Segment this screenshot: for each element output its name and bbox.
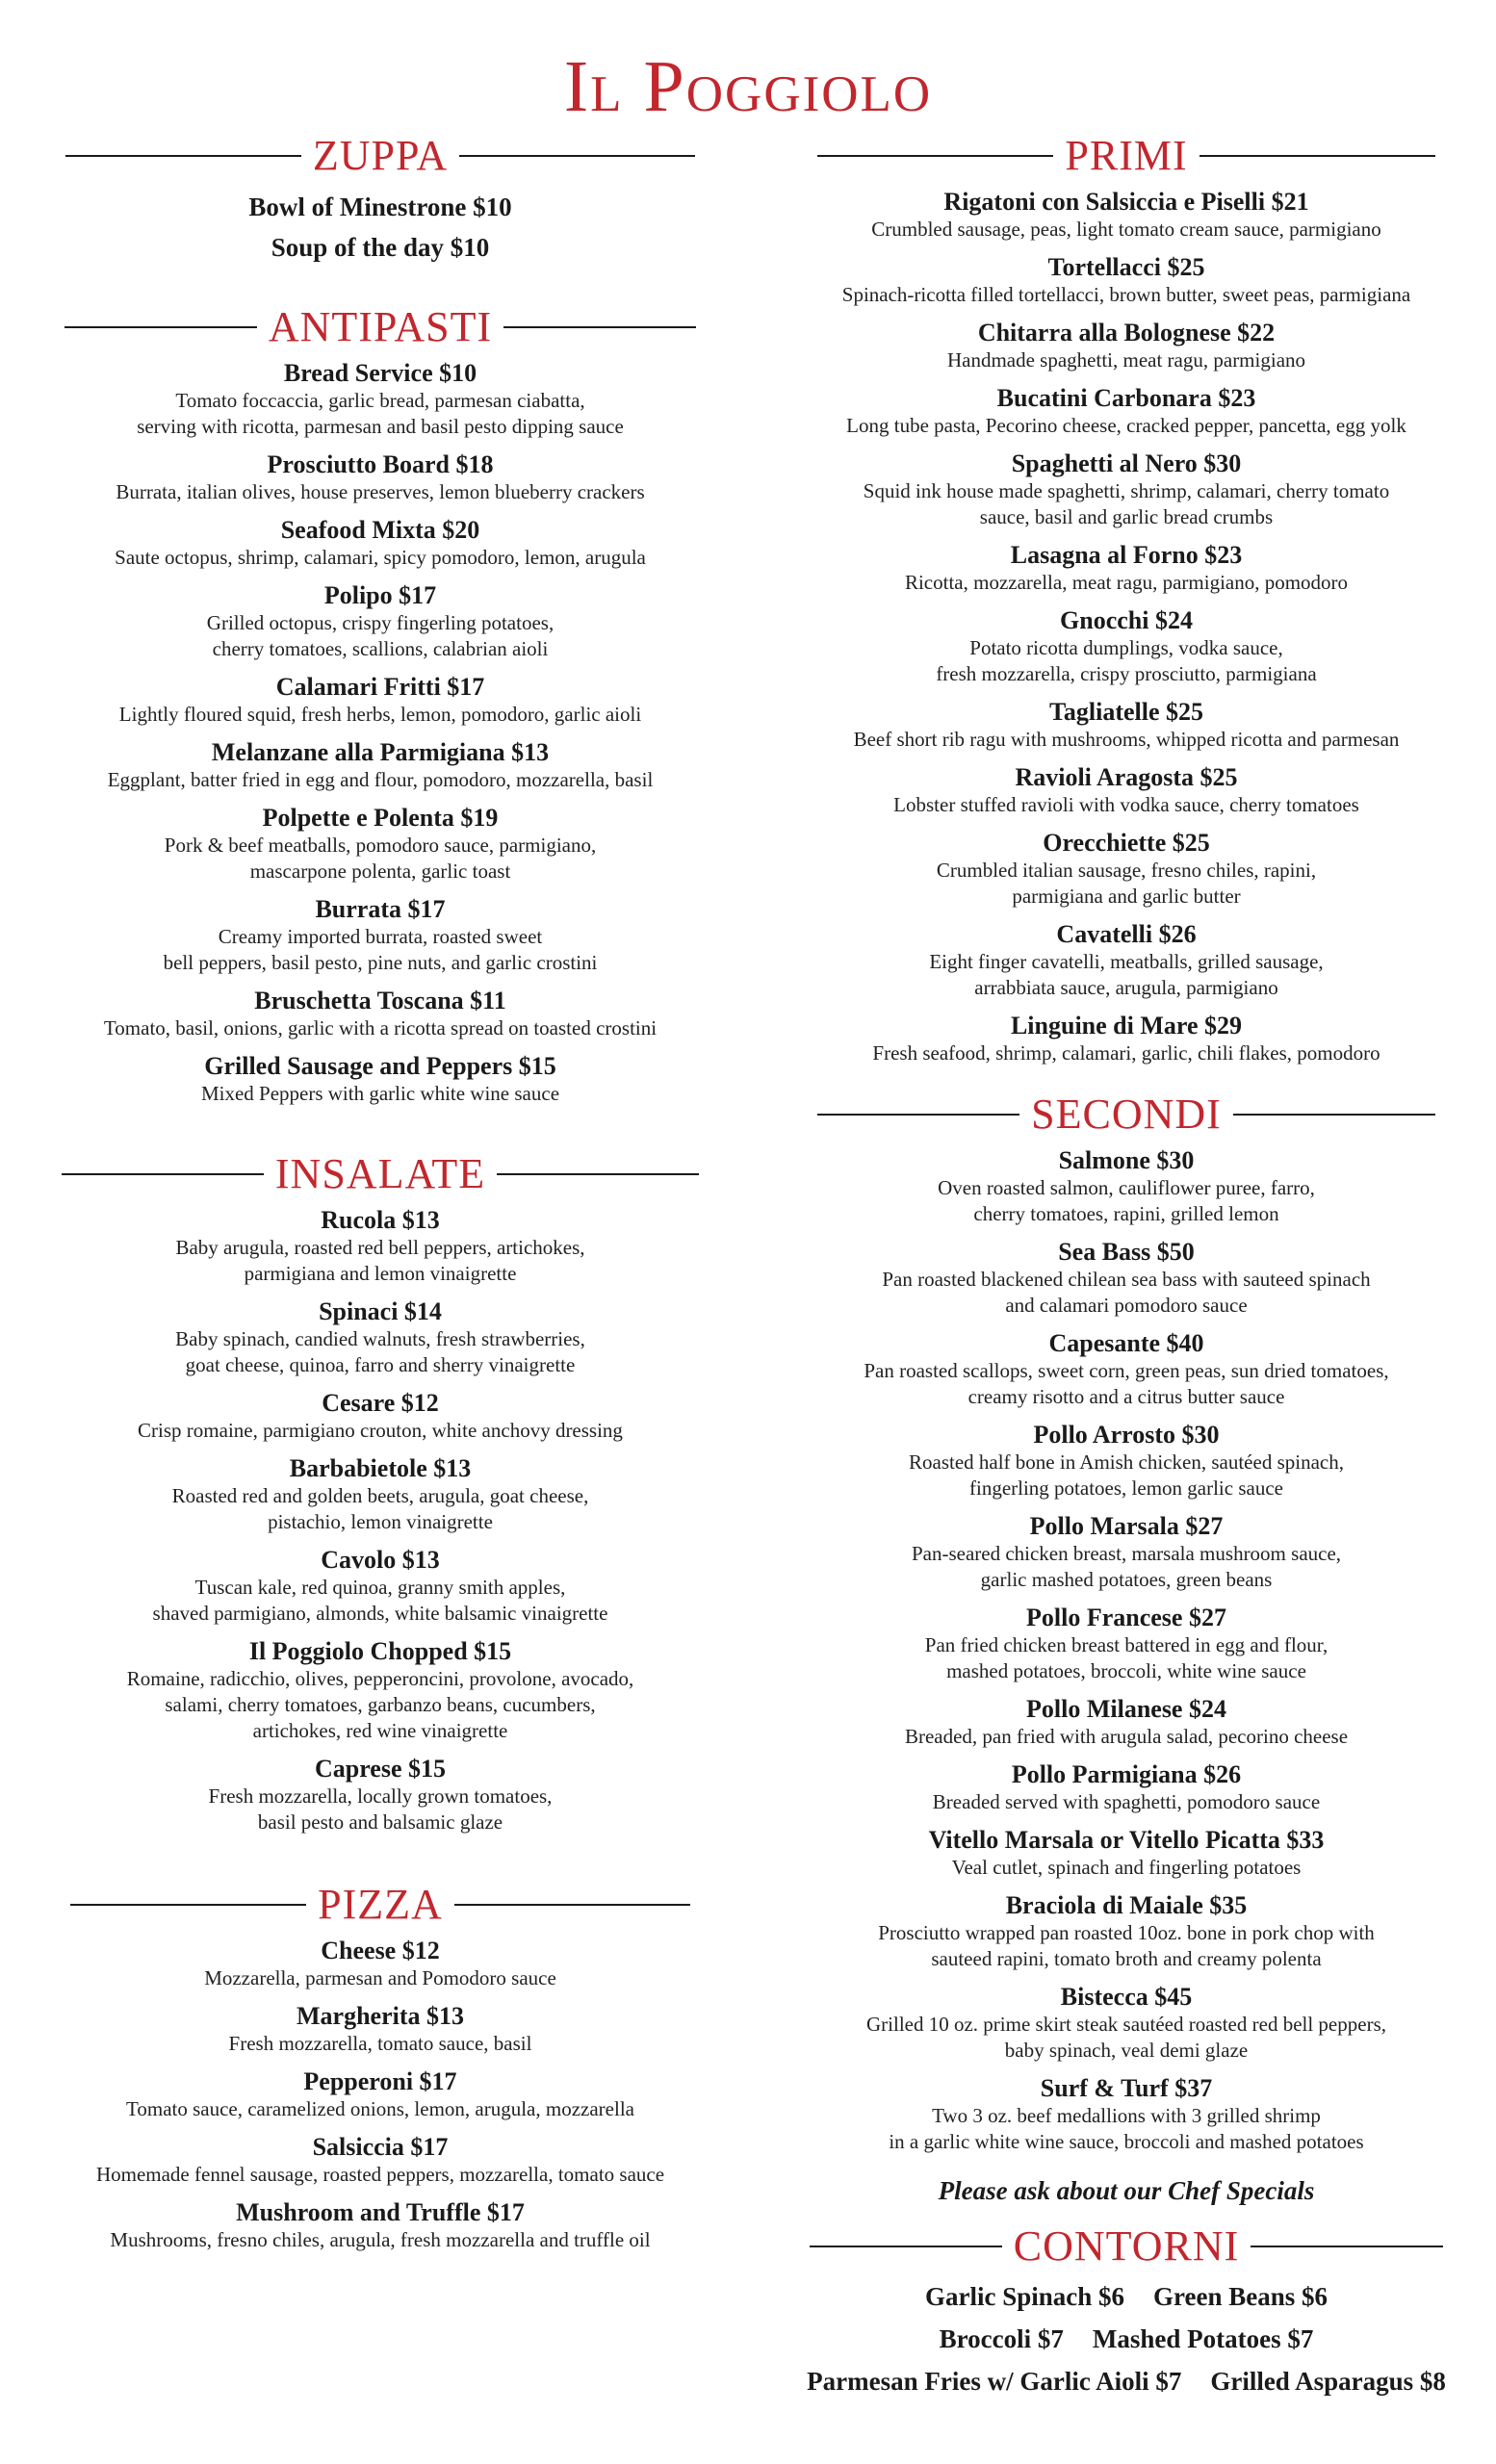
menu-item-name: Pollo Milanese $24 xyxy=(1026,1695,1226,1723)
antipasti-section-header xyxy=(39,303,722,350)
menu-item xyxy=(39,1454,722,1535)
contorni-row xyxy=(786,2318,1467,2360)
menu-item-name: Surf & Turf $37 xyxy=(1040,2074,1213,2102)
menu-item-description: Beef short rib ragu with mushrooms, whipped ricotta and parmesan xyxy=(853,728,1400,751)
menu-item-description: Squid ink house made spaghetti, shrimp, calamari, cherry tomato xyxy=(863,479,1390,502)
menu-item-name: Salsiccia $17 xyxy=(312,2133,449,2161)
menu-item-name: Vitello Marsala or Vitello Picatta $33 xyxy=(928,1826,1325,1854)
menu-item-description: Tomato, basil, onions, garlic with a ricotta spread on toasted crostini xyxy=(103,1016,658,1040)
menu-item-name: Cavolo $13 xyxy=(321,1546,440,1574)
menu-item-name: Gnocchi $24 xyxy=(1060,606,1193,634)
contorni-heading: CONTORNI xyxy=(1013,2222,1240,2270)
left-column xyxy=(39,132,722,2253)
menu-item-description: Saute octopus, shrimp, calamari, spicy pomodoro, lemon, arugula xyxy=(115,546,646,569)
side-dish: Parmesan Fries w/ Garlic Aioli $7 xyxy=(807,2367,1182,2396)
menu-item-name: Burrata $17 xyxy=(315,895,446,923)
divider-line xyxy=(810,2246,1002,2247)
menu-item xyxy=(786,1512,1467,1593)
menu-item-name: Mushroom and Truffle $17 xyxy=(236,2198,525,2226)
insalate-heading: INSALATE xyxy=(274,1150,486,1197)
menu-item xyxy=(786,1146,1467,1227)
chef-specials-note: Please ask about our Chef Specials xyxy=(938,2176,1315,2205)
menu-item xyxy=(39,1052,722,1107)
menu-item-description: Potato ricotta dumplings, vodka sauce, xyxy=(969,636,1283,659)
menu-item-description: cherry tomatoes, scallions, calabrian aioli xyxy=(212,637,549,660)
menu-item-description: Eggplant, batter fried in egg and flour, pomodoro, mozzarella, basil xyxy=(107,768,654,791)
menu-item-description: Mozzarella, parmesan and Pomodoro sauce xyxy=(204,1966,556,1989)
menu-item-description: Spinach-ricotta filled tortellacci, brown butter, sweet peas, parmigiana xyxy=(841,283,1411,306)
menu-item-description: garlic mashed potatoes, green beans xyxy=(980,1568,1273,1591)
menu-item-name: Bruschetta Toscana $11 xyxy=(254,987,506,1014)
side-dish: Mashed Potatoes $7 xyxy=(1092,2324,1314,2353)
menu-item-description: Ricotta, mozzarella, meat ragu, parmigiano, pomodoro xyxy=(904,571,1349,594)
menu-item-name: Chitarra alla Bolognese $22 xyxy=(977,319,1276,346)
menu-item-description: and calamari pomodoro sauce xyxy=(1005,1294,1248,1317)
zuppa-heading: ZUPPA xyxy=(312,132,449,179)
menu-item xyxy=(39,2198,722,2253)
menu-item xyxy=(786,1012,1467,1066)
menu-item xyxy=(39,1206,722,1287)
menu-item-description: mashed potatoes, broccoli, white wine sauce xyxy=(946,1659,1306,1682)
menu-item-name: Bucatini Carbonara $23 xyxy=(996,384,1256,412)
divider-line xyxy=(459,155,695,157)
menu-item-description: Veal cutlet, spinach and fingerling potatoes xyxy=(951,1856,1302,1879)
primi-section-header xyxy=(786,132,1467,179)
restaurant-title: Il Poggiolo xyxy=(563,46,933,127)
menu-item-description: Roasted half bone in Amish chicken, sautéed spinach, xyxy=(909,1450,1344,1474)
menu-item-description: Crumbled italian sausage, fresno chiles, rapini, xyxy=(936,859,1317,882)
menu-item xyxy=(786,763,1467,818)
menu-item-name: Seafood Mixta $20 xyxy=(280,516,480,544)
menu-item-description: Handmade spaghetti, meat ragu, parmigiano xyxy=(946,348,1306,372)
menu-item-description: Fresh seafood, shrimp, calamari, garlic, chili flakes, pomodoro xyxy=(872,1041,1380,1065)
menu-item-name: Spaghetti al Nero $30 xyxy=(1011,449,1242,477)
menu-item xyxy=(786,1329,1467,1410)
menu-item-description: in a garlic white wine sauce, broccoli and mashed potatoes xyxy=(889,2130,1364,2153)
menu-item-name: Pollo Arrosto $30 xyxy=(1033,1421,1220,1449)
right-column xyxy=(786,132,1467,2402)
menu-item xyxy=(786,449,1467,530)
menu-item-description: salami, cherry tomatoes, garbanzo beans, cucumbers, xyxy=(165,1693,596,1716)
menu-item-description: Tuscan kale, red quinoa, granny smith apples, xyxy=(194,1576,566,1599)
menu-item-description: cherry tomatoes, rapini, grilled lemon xyxy=(973,1202,1279,1225)
menu-item xyxy=(39,987,722,1041)
menu-item-description: Crisp romaine, parmigiano crouton, white anchovy dressing xyxy=(138,1419,623,1442)
side-dish: Garlic Spinach $6 xyxy=(924,2282,1125,2311)
menu-item xyxy=(786,829,1467,910)
menu-item-name: Salmone $30 xyxy=(1058,1146,1195,1174)
menu-item-name: Bistecca $45 xyxy=(1060,1983,1193,2011)
menu-item-description: Crumbled sausage, peas, light tomato cream sauce, parmigiano xyxy=(871,218,1381,241)
menu-item-description: Fresh mozzarella, tomato sauce, basil xyxy=(228,2032,532,2055)
menu-item-name: Tortellacci $25 xyxy=(1047,253,1205,281)
menu-item-description: serving with ricotta, parmesan and basil pesto dipping sauce xyxy=(137,415,624,438)
menu-item-description: creamy risotto and a citrus butter sauce xyxy=(967,1385,1285,1408)
menu-item-name: Polpette e Polenta $19 xyxy=(262,804,499,832)
menu-item xyxy=(786,1604,1467,1684)
menu-item-description: Grilled octopus, crispy fingerling potatoes, xyxy=(206,611,555,634)
menu-item-name: Caprese $15 xyxy=(314,1755,446,1783)
menu-item-name: Margherita $13 xyxy=(296,2002,464,2030)
menu-item xyxy=(39,2002,722,2057)
menu-item-description: Tomato sauce, caramelized onions, lemon, arugula, mozzarella xyxy=(126,2097,634,2120)
menu-item xyxy=(39,1389,722,1444)
menu-item-description: Fresh mozzarella, locally grown tomatoes, xyxy=(208,1784,553,1808)
menu-item xyxy=(39,1937,722,1991)
menu-item-name: Sea Bass $50 xyxy=(1058,1238,1195,1266)
menu-item-name: Barbabietole $13 xyxy=(289,1454,472,1482)
menu-item xyxy=(39,738,722,793)
menu-item-name: Polipo $17 xyxy=(323,581,437,609)
menu-item xyxy=(39,1297,722,1378)
menu-item-description: Lightly floured squid, fresh herbs, lemon, pomodoro, garlic aioli xyxy=(118,703,642,726)
contorni-section-header xyxy=(786,2222,1467,2270)
divider-line xyxy=(497,1173,699,1175)
menu-item-description: Oven roasted salmon, cauliflower puree, farro, xyxy=(938,1176,1315,1199)
menu-item-description: Homemade fennel sausage, roasted peppers, mozzarella, tomato sauce xyxy=(95,2163,665,2186)
menu-item xyxy=(39,1637,722,1744)
menu-item-name: Pollo Francese $27 xyxy=(1026,1604,1226,1631)
side-dish: Broccoli $7 xyxy=(939,2324,1064,2353)
menu-item-description: Pan roasted scallops, sweet corn, green peas, sun dried tomatoes, xyxy=(864,1359,1389,1382)
menu-item-name: Ravioli Aragosta $25 xyxy=(1015,763,1238,791)
menu-item-name: Lasagna al Forno $23 xyxy=(1010,541,1243,569)
divider-line xyxy=(817,155,1053,157)
menu-item xyxy=(39,450,722,505)
menu-item xyxy=(39,2067,722,2122)
menu-item-description: Eight finger cavatelli, meatballs, grilled sausage, xyxy=(929,950,1324,973)
insalate-section-header xyxy=(39,1150,722,1197)
menu-item xyxy=(786,1891,1467,1972)
menu-item-name: Pollo Marsala $27 xyxy=(1029,1512,1224,1540)
menu-item-description: Breaded, pan fried with arugula salad, pecorino cheese xyxy=(904,1725,1349,1748)
zuppa-section-header xyxy=(39,132,722,179)
menu-item xyxy=(786,1238,1467,1319)
menu-item-name: Cheese $12 xyxy=(321,1937,440,1964)
menu-item-name: Pepperoni $17 xyxy=(303,2067,457,2095)
menu-item-name: Tagliatelle $25 xyxy=(1048,698,1204,726)
menu-item-name: Orecchiette $25 xyxy=(1043,829,1210,857)
menu-item-description: Baby spinach, candied walnuts, fresh strawberries, xyxy=(175,1327,585,1350)
menu-item-name: Cavatelli $26 xyxy=(1056,920,1197,948)
antipasti-heading: ANTIPASTI xyxy=(268,303,493,350)
pizza-section-header xyxy=(39,1881,722,1928)
menu-item-name: Cesare $12 xyxy=(322,1389,439,1417)
menu-item-description: arrabbiata sauce, arugula, parmigiano xyxy=(974,976,1278,999)
menu-item-description: Two 3 oz. beef medallions with 3 grilled shrimp xyxy=(932,2104,1321,2127)
divider-line xyxy=(817,1114,1019,1116)
menu-item-description: shaved parmigiano, almonds, white balsamic vinaigrette xyxy=(152,1602,608,1625)
menu-item xyxy=(786,319,1467,373)
menu-item-name: Capesante $40 xyxy=(1048,1329,1204,1357)
menu-item-description: Baby arugula, roasted red bell peppers, artichokes, xyxy=(175,1236,585,1259)
divider-line xyxy=(62,1173,264,1175)
menu-item-description: Pork & beef meatballs, pomodoro sauce, parmigiano, xyxy=(164,834,597,857)
menu-item-description: bell peppers, basil pesto, pine nuts, and garlic crostini xyxy=(163,951,598,974)
menu-item-description: Mushrooms, fresno chiles, arugula, fresh mozzarella and truffle oil xyxy=(110,2228,651,2251)
menu-item xyxy=(39,895,722,976)
menu-item-description: basil pesto and balsamic glaze xyxy=(257,1810,503,1834)
menu-item xyxy=(786,384,1467,439)
menu-item xyxy=(786,1983,1467,2064)
menu-item xyxy=(786,541,1467,596)
menu-item xyxy=(786,920,1467,1001)
divider-line xyxy=(64,326,257,328)
divider-line xyxy=(1251,2246,1443,2247)
menu-item-description: Creamy imported burrata, roasted sweet xyxy=(218,925,543,948)
menu-item-description: Prosciutto wrapped pan roasted 10oz. bone in pork chop with xyxy=(878,1921,1375,1944)
menu-item-description: artichokes, red wine vinaigrette xyxy=(252,1719,508,1742)
menu-item-description: Long tube pasta, Pecorino cheese, cracked pepper, pancetta, egg yolk xyxy=(846,414,1406,437)
menu-item-description: baby spinach, veal demi glaze xyxy=(1004,2039,1249,2062)
menu-item-name: Linguine di Mare $29 xyxy=(1010,1012,1243,1040)
menu-item-description: sauteed rapini, tomato broth and creamy polenta xyxy=(931,1947,1322,1970)
menu-item-description: Breaded served with spaghetti, pomodoro sauce xyxy=(932,1790,1321,1813)
menu-item-description: pistachio, lemon vinaigrette xyxy=(268,1510,493,1533)
menu-item xyxy=(786,253,1467,308)
menu-item-description: Lobster stuffed ravioli with vodka sauce, cherry tomatoes xyxy=(893,793,1359,816)
menu-item xyxy=(39,581,722,662)
contorni-row xyxy=(786,2275,1467,2318)
menu-item-name: Rigatoni con Salsiccia e Piselli $21 xyxy=(943,188,1309,216)
menu-item-description: parmigiana and garlic butter xyxy=(1012,885,1241,908)
menu-item-name: Calamari Fritti $17 xyxy=(275,673,485,701)
menu-item-name: Grilled Sausage and Peppers $15 xyxy=(204,1052,556,1080)
menu-item-description: mascarpone polenta, garlic toast xyxy=(249,860,511,883)
menu-item xyxy=(39,1546,722,1627)
menu-item xyxy=(786,1760,1467,1815)
menu-item xyxy=(786,1826,1467,1881)
menu-item-description: fresh mozzarella, crispy prosciutto, parmigiana xyxy=(936,662,1317,685)
menu-item-description: fingerling potatoes, lemon garlic sauce xyxy=(969,1476,1283,1500)
contorni-list xyxy=(786,2275,1467,2402)
menu-item-description: Romaine, radicchio, olives, pepperoncini, provolone, avocado, xyxy=(126,1667,634,1690)
menu-item-name: Soup of the day $10 xyxy=(271,233,490,262)
secondi-heading: SECONDI xyxy=(1031,1091,1222,1138)
menu-item-name: Rucola $13 xyxy=(321,1206,440,1234)
menu-item-description: sauce, basil and garlic bread crumbs xyxy=(979,505,1274,528)
menu-item-description: Pan roasted blackened chilean sea bass with sauteed spinach xyxy=(882,1268,1371,1291)
menu-item-name: Spinaci $14 xyxy=(319,1297,442,1325)
divider-line xyxy=(70,1904,306,1906)
menu-item xyxy=(786,1421,1467,1502)
menu-item-name: Bread Service $10 xyxy=(283,359,477,387)
menu-item-name: Melanzane alla Parmigiana $13 xyxy=(211,738,550,766)
menu-item-name: Bowl of Minestrone $10 xyxy=(248,192,512,221)
divider-line xyxy=(503,326,696,328)
menu-item-description: Mixed Peppers with garlic white wine sauce xyxy=(200,1082,560,1105)
menu-item xyxy=(786,698,1467,753)
side-dish: Green Beans $6 xyxy=(1153,2282,1328,2311)
menu-item xyxy=(786,606,1467,687)
menu-item-name: Prosciutto Board $18 xyxy=(267,450,494,478)
menu-item-description: Tomato foccaccia, garlic bread, parmesan ciabatta, xyxy=(175,389,585,412)
menu-item xyxy=(39,516,722,571)
menu-item-description: goat cheese, quinoa, farro and sherry vinaigrette xyxy=(185,1353,576,1376)
menu-item xyxy=(786,2074,1467,2155)
menu-item-description: Grilled 10 oz. prime skirt steak sautéed roasted red bell peppers, xyxy=(866,2013,1386,2036)
menu-item-description: Burrata, italian olives, house preserves, lemon blueberry crackers xyxy=(116,480,645,503)
divider-line xyxy=(1199,155,1435,157)
secondi-section-header xyxy=(786,1093,1467,1136)
menu-item-description: Pan fried chicken breast battered in egg and flour, xyxy=(924,1633,1328,1656)
menu-item xyxy=(39,673,722,728)
menu-item xyxy=(786,188,1467,243)
menu-item xyxy=(39,359,722,440)
menu-item xyxy=(39,804,722,885)
divider-line xyxy=(65,155,301,157)
pizza-heading: PIZZA xyxy=(318,1881,443,1928)
menu-item-description: Roasted red and golden beets, arugula, goat cheese, xyxy=(171,1484,589,1507)
primi-heading: PRIMI xyxy=(1065,132,1188,179)
menu-item-name: Braciola di Maiale $35 xyxy=(1005,1891,1248,1919)
menu-item-description: Pan-seared chicken breast, marsala mushroom sauce, xyxy=(911,1542,1342,1565)
divider-line xyxy=(1233,1114,1435,1116)
divider-line xyxy=(454,1904,690,1906)
zuppa-list xyxy=(39,187,722,268)
side-dish: Grilled Asparagus $8 xyxy=(1210,2367,1446,2396)
menu-item xyxy=(786,1695,1467,1750)
contorni-row xyxy=(786,2360,1467,2402)
menu-item-name: Il Poggiolo Chopped $15 xyxy=(248,1637,512,1665)
menu-item-name: Pollo Parmigiana $26 xyxy=(1011,1760,1242,1788)
menu-item xyxy=(39,1755,722,1835)
menu-item xyxy=(39,2133,722,2188)
menu-item-description: parmigiana and lemon vinaigrette xyxy=(244,1262,517,1285)
